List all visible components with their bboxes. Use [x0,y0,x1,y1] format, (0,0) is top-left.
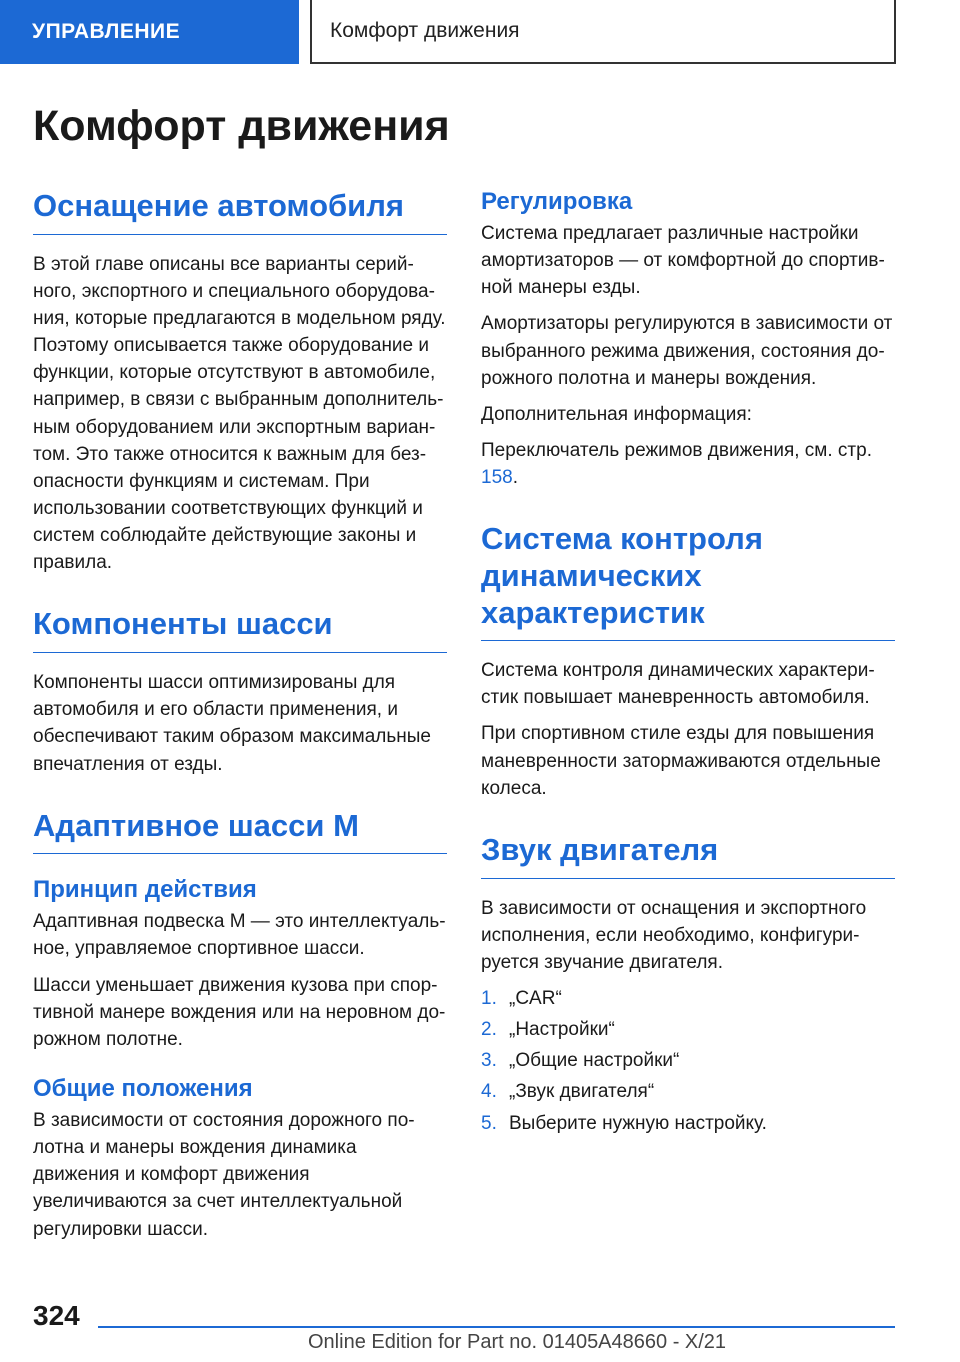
step-text: „Настройки“ [509,1019,615,1041]
step-item [481,1078,895,1105]
section-title-equipment: Оснащение автомобиля [33,188,447,235]
general-text-1: В зависимости от состояния дорожного полотна и манеры вождения динамика движения и комфорт движения увеличиваются за счет интеллектуальной регулировки шасси. [33,1110,415,1240]
step-number: 4. [481,1081,497,1103]
regulation-text-1: Система предлагает различные настройки амортизаторов — от комфортной до спортивной манеры езды. [481,223,885,299]
right-column [481,188,895,1141]
step-number: 2. [481,1019,497,1041]
footer-divider [98,1326,895,1328]
step-text: Выберите нужную настройку. [509,1112,767,1134]
step-text: „CAR“ [509,987,562,1009]
step-item [481,1110,895,1137]
step-item [481,1047,895,1074]
principle-text-2: Шасси уменьшает движения кузова при спортивной манере вождения или на неровном дорожном полотне. [33,974,446,1050]
section-title-adaptive-chassis: Адаптивное шасси M [33,808,447,855]
chassis-text: Компоненты шасси оптимизированы для автомобиля и его области применения, и обеспечивают таким образом максимальные впечатления от езды. [33,672,431,775]
page-title: Комфорт движения [33,102,450,150]
dynamics-text-1: Система контроля динамических характеристик повышает маневренность автомобиля. [481,660,875,709]
step-number: 1. [481,987,497,1009]
regulation-ref-suffix: . [512,467,518,489]
section-title-engine-sound: Звук двигателя [481,832,895,879]
step-number: 5. [481,1112,497,1134]
subsection-title-general: Общие положения [33,1075,253,1103]
subsection-title-principle: Принцип действия [33,876,257,904]
section-title-chassis: Компоненты шасси [33,606,447,653]
engine-sound-steps [481,985,895,1137]
section-title-dynamics-control: Система контроля динамических характеристик [481,521,895,641]
subsection-title-regulation: Регулировка [481,188,633,215]
left-column [33,188,447,1252]
step-item [481,1016,895,1043]
dynamics-text-2: При спортивном стиле езды для повышения маневренности затормаживаются отдельные колеса. [481,723,881,799]
regulation-ref-prefix: Переключатель режимов движения, см. стр. [481,440,872,462]
page-reference-link[interactable]: 158 [481,467,513,489]
step-text: „Звук двигателя“ [509,1081,655,1103]
page-number: 324 [33,1300,80,1331]
equipment-text: В этой главе описаны все варианты серийного, экспортного и специального оборудования, которые предлагаются в модельном ряду. Поэтому описывается также оборудование и функции, которые отсутствуют в автомобиле, например, в связи с выбранным дополнительным оборудованием или экспортным вариантом. Это также относится к важным для безопасности функциям и системам. При использовании соответствующих функций и систем соблюдайте действующие законы и правила. [33,253,446,574]
regulation-text-4 [481,437,895,491]
step-text: „Общие настройки“ [509,1050,680,1072]
regulation-text-3: Дополнительная информация: [481,403,752,425]
regulation-text-2: Амортизаторы регулируются в зависимости от выбранного режима движения, состояния дорожного полотна и манеры вождения. [481,313,893,389]
header-topic: Комфорт движения [310,0,896,64]
step-item [481,985,895,1012]
principle-text-1: Адаптивная подвеска M — это интеллектуальное, управляемое спортивное шасси. [33,911,446,960]
engine-sound-text: В зависимости от оснащения и экспортного исполнения, если необходимо, конфигурируется звучание двигателя. [481,897,867,973]
footer-edition: Online Edition for Part no. 01405A48660 - X/21 [308,1331,727,1353]
header-section-tab: УПРАВЛЕНИЕ [0,0,299,64]
step-number: 3. [481,1050,497,1072]
